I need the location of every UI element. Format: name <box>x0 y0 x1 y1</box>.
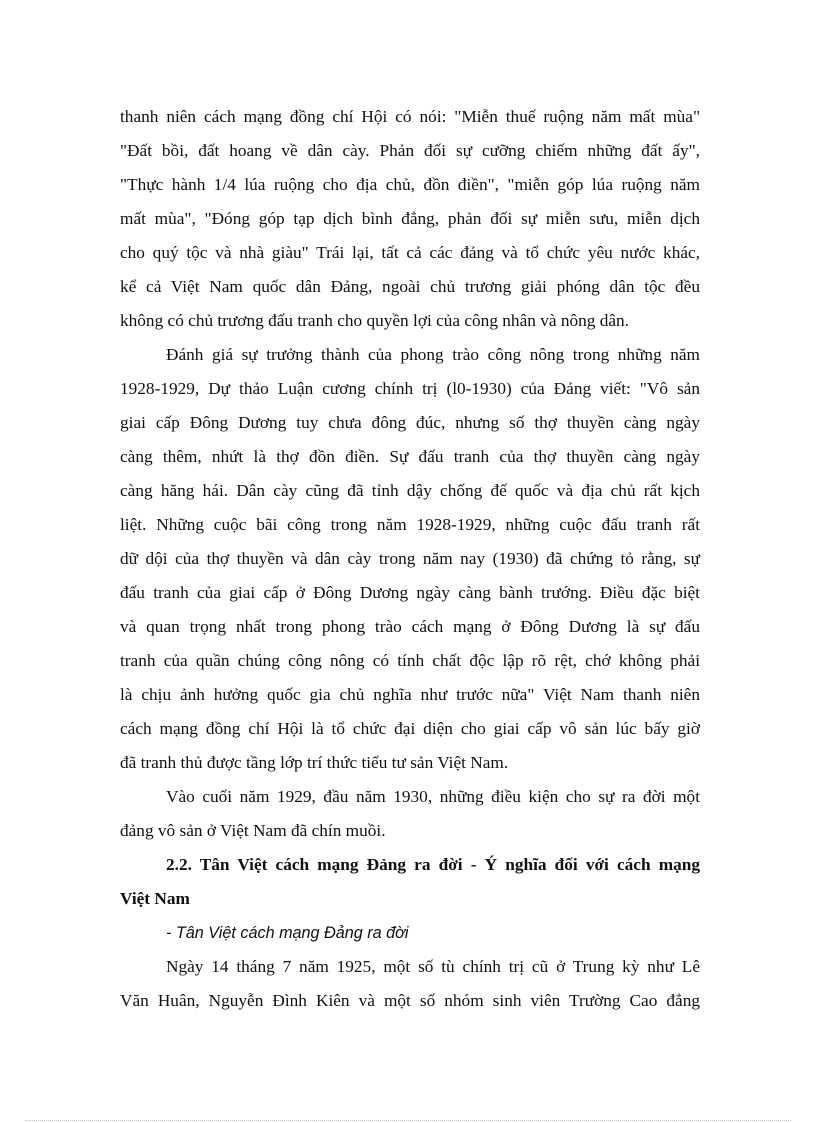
text-line: dữ dội của thợ thuyền và dân cày trong năm nay (1930) đã chứng tỏ rằng, sự <box>120 549 700 568</box>
text-line: "Thực hành 1/4 lúa ruộng cho địa chủ, đồn điền", "miễn góp lúa ruộng năm <box>120 175 700 194</box>
text-line: đấu tranh của giai cấp ở Đông Dương ngày càng bành trướng. Điều đặc biệt <box>120 583 700 602</box>
text-line: không có chủ trương đấu tranh cho quyền lợi của công nhân và nông dân. <box>120 311 629 330</box>
text-line: liệt. Những cuộc bãi công trong năm 1928-1929, những cuộc đấu tranh rất <box>120 515 700 534</box>
page-body <box>120 100 700 1018</box>
text-line: tranh của quần chúng công nông có tính chất độc lập rõ rệt, chớ không phải <box>120 651 700 670</box>
text-line: đảng vô sản ở Việt Nam đã chín muồi. <box>120 821 386 840</box>
text-line: Vào cuối năm 1929, đầu năm 1930, những điều kiện cho sự ra đời một <box>166 787 700 806</box>
text-line: thanh niên cách mạng đồng chí Hội có nói: "Miễn thuế ruộng năm mất mùa" <box>120 107 700 126</box>
page-bottom-divider <box>25 1120 791 1121</box>
text-line: cách mạng đồng chí Hội là tổ chức đại diện cho giai cấp vô sản lúc bấy giờ <box>120 719 700 738</box>
text-line: và quan trọng nhất trong phong trào cách mạng ở Đông Dương là sự đấu <box>120 617 700 636</box>
text-line: đã tranh thủ được tầng lớp trí thức tiểu tư sản Việt Nam. <box>120 753 509 772</box>
text-line: "Đất bồi, đất hoang về dân cày. Phản đối sự cưỡng chiếm những đất ấy", <box>120 141 700 160</box>
text-line: cho quý tộc và nhà giàu" Trái lại, tất cả các đảng và tổ chức yêu nước khác, <box>120 243 700 262</box>
text-line: Đánh giá sự trưởng thành của phong trào công nông trong những năm <box>166 345 700 364</box>
section-heading: 2.2. Tân Việt cách mạng Đảng ra đời - Ý nghĩa đối với cách mạng <box>166 855 700 874</box>
text-line: 1928-1929, Dự thảo Luận cương chính trị (l0-1930) của Đảng viết: "Vô sản <box>120 379 700 398</box>
text-line: càng thêm, nhứt là thợ đồn điền. Sự đấu tranh của thợ thuyền càng ngày <box>120 447 700 466</box>
text-line: kể cả Việt Nam quốc dân Đảng, ngoài chủ trương giải phóng dân tộc đều <box>120 277 700 296</box>
text-line: càng hăng hái. Dân cày cũng đã tỉnh dậy chống đế quốc và địa chủ rất kịch <box>120 481 700 500</box>
text-line: mất mùa", "Đóng góp tạp dịch bình đẳng, phản đối sự miễn sưu, miễn dịch <box>120 209 700 228</box>
text-line: giai cấp Đông Dương tuy chưa đông đúc, nhưng số thợ thuyền càng ngày <box>120 413 700 432</box>
text-line: Ngày 14 tháng 7 năm 1925, một số tù chính trị cũ ở Trung kỳ như Lê <box>166 957 700 976</box>
subheading: - Tân Việt cách mạng Đảng ra đời <box>166 924 409 942</box>
section-heading-continuation: Việt Nam <box>120 889 190 908</box>
text-line: là chịu ảnh hưởng quốc gia chủ nghĩa như trước nữa" Việt Nam thanh niên <box>120 685 700 704</box>
text-line: Văn Huân, Nguyễn Đình Kiên và một số nhóm sinh viên Trường Cao đẳng <box>120 991 700 1010</box>
